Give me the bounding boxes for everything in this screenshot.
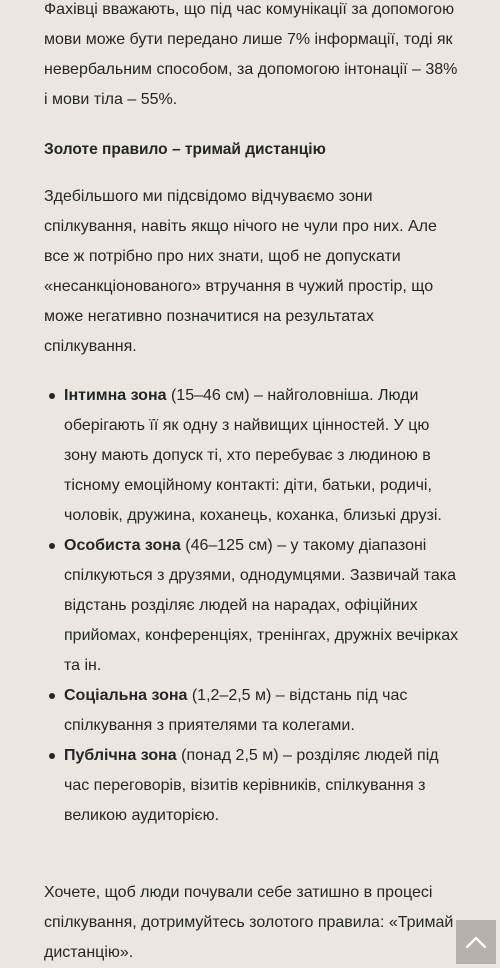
bullet-icon [49,543,55,549]
zone-description: (понад 2,5 м) – розділяє людей під час переговорів, візитів керівників, спілкування з великою аудиторією. [64,747,439,824]
section-heading: Золоте правило – тримай дистанцію [44,141,326,158]
zone-item-personal [44,531,464,681]
zone-item-social [44,681,464,741]
bullet-icon [49,753,55,759]
bullet-icon [49,693,55,699]
zones-intro-paragraph: Здебільшого ми підсвідомо відчуваємо зони спілкування, навіть якщо нічого не чули про них. Але все ж потрібно про них знати, щоб не допускати «несанкціонованого» втручання в чужий простір, що може негативно позначитися на результатах спілкування. [44,188,437,355]
zone-description: (1,2–2,5 м) – відстань під час спілкування з приятелями та колегами. [64,687,408,734]
zone-name: Особиста зона [64,537,181,554]
zone-description: (15–46 см) – найголовніша. Люди оберігають її як одну з найвищих цінностей. У цю зону мають допуск ті, хто перебуває з людиною в тісному емоційному контакті: діти, батьки, родичі, чоловік, дружина, коханець, коханка, близькі друзі. [64,387,442,524]
bullet-icon [49,393,55,399]
zone-item-public [44,741,464,831]
zone-name: Публічна зона [64,747,177,764]
zone-name: Інтимна зона [64,387,167,404]
zone-item-intimate [44,381,464,531]
zone-name: Соціальна зона [64,687,188,704]
zone-description: (46–125 см) – у такому діапазоні спілкуються з друзями, однодумцями. Зазвичай така відстань розділяє людей на нарадах, офіційних прийомах, конференціях, тренінгах, дружніх вечірках та ін. [64,537,459,674]
zones-list [44,381,464,831]
chevron-up-icon [465,935,487,949]
final-paragraph: Хочете, щоб люди почували себе затишно в процесі спілкування, дотримуйтесь золотого правила: «Тримай дистанцію». [44,884,454,961]
intro-paragraph: Фахівці вважають, що під час комунікації за допомогою мови може бути передано лише 7% інформації, тоді як невербальним способом, за допомогою інтонації – 38% і мови тіла – 55%. [44,1,458,108]
scroll-to-top-button[interactable] [456,920,496,964]
